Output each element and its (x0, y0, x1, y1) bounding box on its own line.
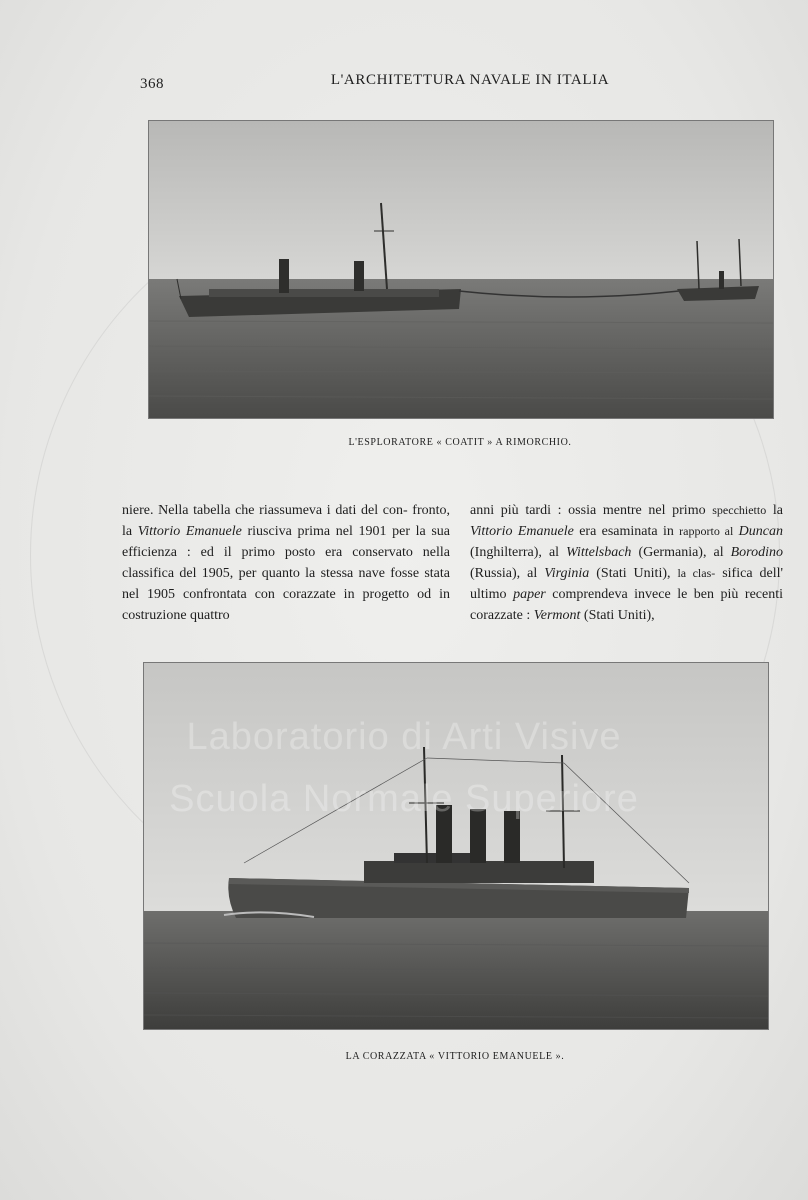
text-run: riusciva prima nel 1901 per la sua efficienza : ed il primo posto era conservato nella classifica del 1905, per quanto la stessa nave fosse stata nel 1905 confrontata con corazzate in progetto od in costruzione quattro (122, 524, 451, 623)
text-run: anni più tardi : ossia mentre nel primo (470, 503, 713, 518)
watermark-line-2: Scuola Normale Superiore (169, 778, 639, 820)
watermark-line-1: Laboratorio di Arti Visive (186, 716, 622, 758)
text-run: la (766, 503, 783, 518)
paragraph-right (470, 500, 783, 626)
ship-name: Virginia (544, 566, 590, 581)
text-column-right (470, 500, 783, 626)
text-run: (Russia), al (470, 566, 545, 581)
ship-name: Vittorio Emanuele (470, 524, 574, 539)
ship-name: Borodino (730, 545, 783, 560)
text-run: rapporto al (679, 524, 734, 538)
ship-name: Vermont (533, 608, 581, 623)
text-column-left (122, 500, 450, 626)
paragraph-left (122, 500, 450, 626)
ship-name: Vittorio Emanuele (137, 524, 242, 539)
figure-caption-coatit: L'ESPLORATORE « COATIT » A RIMORCHIO. (348, 437, 572, 448)
photo-coatit-under-tow (148, 120, 774, 419)
document-term: paper (513, 587, 546, 602)
text-run: (Germania), al (631, 545, 731, 560)
text-run: era esaminata in (573, 524, 680, 539)
figure-caption-vittorio-emanuele: LA CORAZZATA « VITTORIO EMANUELE ». (345, 1051, 565, 1062)
photo-vittorio-emanuele (143, 662, 769, 1030)
text-run: sifica dell' ultimo (470, 566, 784, 602)
ship-name: Duncan (738, 524, 783, 539)
text-run: specchietto (712, 503, 767, 517)
ship-name: Wittelsbach (566, 545, 632, 560)
page-number: 368 (140, 76, 164, 92)
text-run: comprendeva invece le ben più recenti corazzate : (470, 587, 784, 623)
text-run: niere. Nella tabella che riassumeva i dati del con- fronto, la (122, 503, 450, 539)
text-run: (Inghilterra), al (470, 545, 567, 560)
text-run: (Stati Uniti), (589, 566, 678, 581)
running-title: L'ARCHITETTURA NAVALE IN ITALIA (330, 72, 610, 88)
text-run: (Stati Uniti), (580, 608, 655, 623)
text-run: la clas- (677, 566, 716, 580)
